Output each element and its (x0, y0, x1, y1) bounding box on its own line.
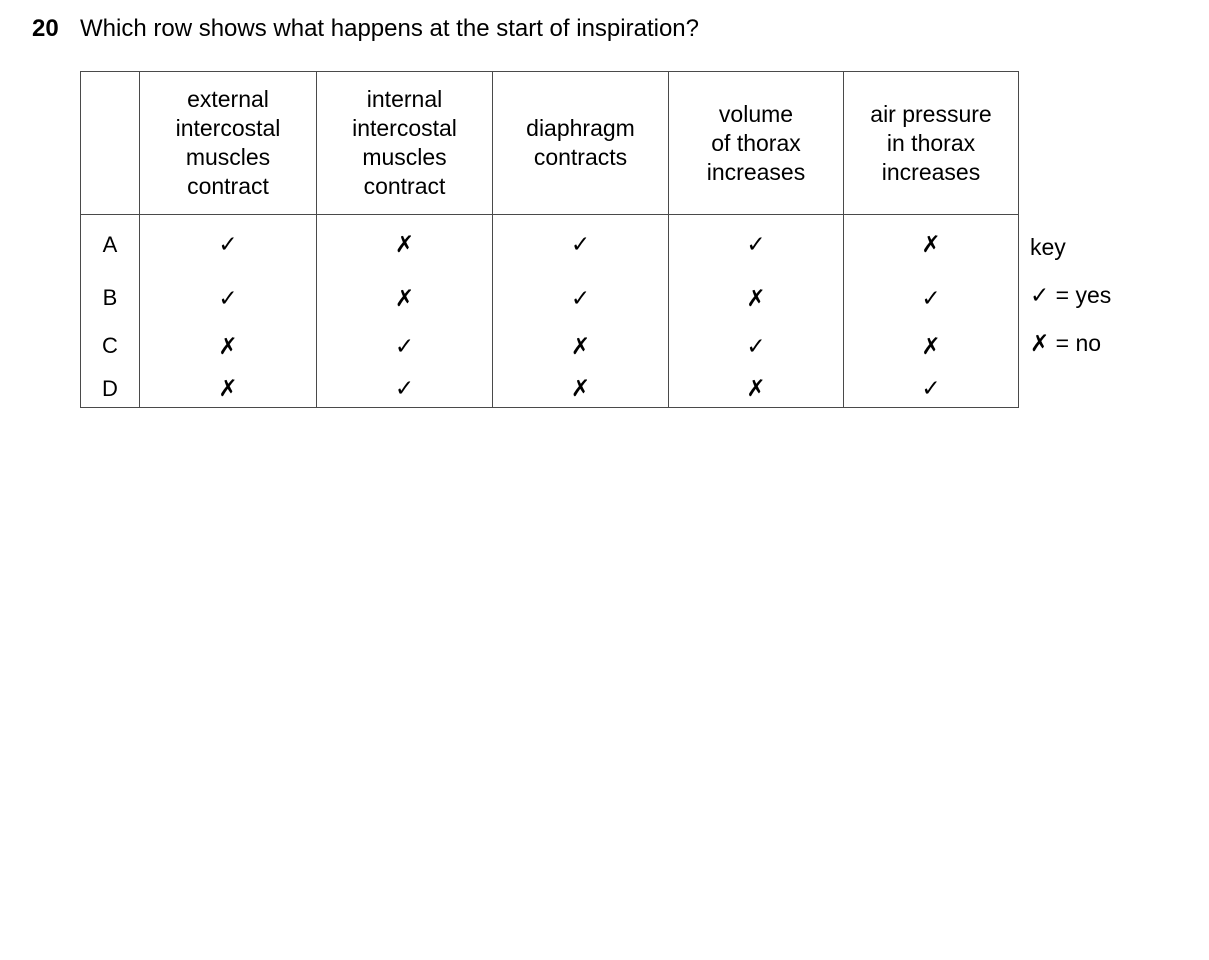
mark-cell: ✓ (140, 274, 317, 322)
mark-cell: ✗ (317, 215, 493, 275)
mark-cell: ✗ (844, 215, 1019, 275)
table-row-d (81, 370, 1019, 408)
key-yes: ✓ = yes (1030, 282, 1112, 308)
corner-cell (81, 72, 140, 215)
key-no: ✗ = no (1030, 330, 1102, 356)
mark-cell: ✗ (844, 322, 1019, 370)
row-label: B (81, 274, 140, 322)
column-header-external-intercostal: external intercostal muscles contract (140, 72, 317, 215)
mark-cell: ✓ (493, 215, 669, 275)
mark-cell: ✗ (669, 274, 844, 322)
table-row-c (81, 322, 1019, 370)
mark-cell: ✗ (493, 322, 669, 370)
row-label: A (81, 215, 140, 275)
mark-cell: ✓ (140, 215, 317, 275)
column-header-internal-intercostal: internal intercostal muscles contract (317, 72, 493, 215)
mark-cell: ✓ (317, 370, 493, 408)
key-title: key (1030, 234, 1066, 260)
answer-table (80, 71, 1019, 408)
header-row (81, 72, 1019, 215)
column-header-air-pressure: air pressure in thorax increases (844, 72, 1019, 215)
mark-cell: ✗ (493, 370, 669, 408)
table-row-b (81, 274, 1019, 322)
row-label: C (81, 322, 140, 370)
mark-cell: ✗ (140, 370, 317, 408)
column-header-diaphragm: diaphragm contracts (493, 72, 669, 215)
question-text: Which row shows what happens at the start of inspiration? (80, 15, 699, 42)
mark-cell: ✓ (669, 215, 844, 275)
mark-cell: ✗ (317, 274, 493, 322)
mark-cell: ✗ (140, 322, 317, 370)
mark-cell: ✓ (844, 370, 1019, 408)
question-number: 20 (32, 15, 59, 42)
table-row-a (81, 215, 1019, 275)
row-label: D (81, 370, 140, 408)
mark-cell: ✓ (317, 322, 493, 370)
column-header-volume: volume of thorax increases (669, 72, 844, 215)
mark-cell: ✓ (844, 274, 1019, 322)
mark-cell: ✓ (669, 322, 844, 370)
mark-cell: ✗ (669, 370, 844, 408)
mark-cell: ✓ (493, 274, 669, 322)
question (32, 14, 699, 44)
